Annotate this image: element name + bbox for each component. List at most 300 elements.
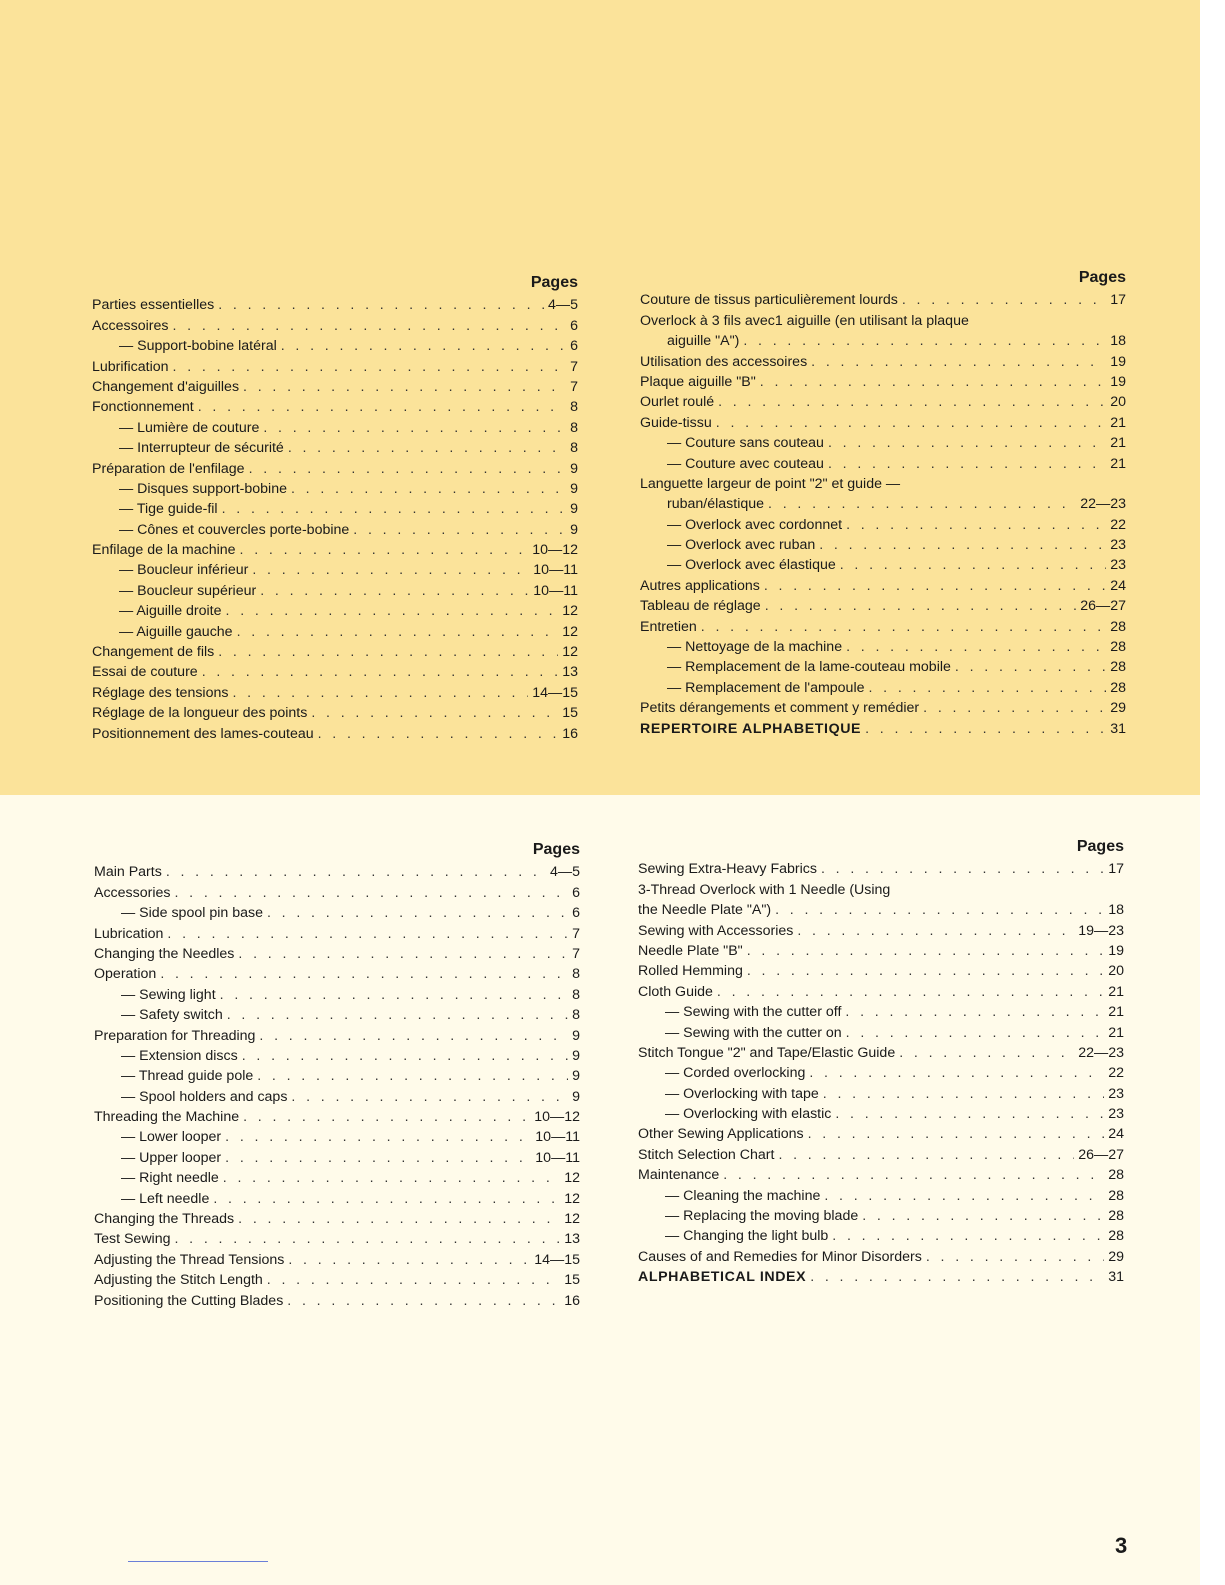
dot-leader: [218, 295, 544, 315]
toc-entry-label: — Overlock avec cordonnet: [667, 516, 843, 533]
toc-entry-label: Cloth Guide: [638, 983, 713, 1000]
toc-entry-label: Stitch Selection Chart: [638, 1146, 775, 1163]
toc-entry-label: Changing the Threads: [94, 1211, 235, 1228]
toc-entry-label: Test Sewing: [94, 1231, 171, 1248]
toc-entry-page: 9: [570, 501, 578, 518]
toc-entry-page: 28: [1110, 639, 1126, 656]
dot-leader: [353, 520, 566, 540]
toc-entry-label: Maintenance: [638, 1167, 720, 1184]
toc-entry: [638, 1043, 1124, 1063]
toc-entry-page: 19: [1110, 353, 1126, 370]
toc-entry-label: — Aiguille droite: [119, 603, 222, 620]
toc-entry: [92, 499, 578, 519]
toc-entry: [92, 356, 578, 376]
toc-entry: [94, 1168, 580, 1188]
toc-entry-label: Adjusting the Stitch Length: [94, 1272, 263, 1289]
toc-entry-page: 20: [1108, 963, 1124, 980]
toc-entry: [92, 703, 578, 723]
toc-entry-page: 17: [1108, 861, 1124, 878]
toc-entry: [94, 903, 580, 923]
dot-leader: [220, 985, 568, 1005]
toc-entry-page: 8: [572, 1007, 580, 1024]
toc-entry-label: Changement d'aiguilles: [92, 378, 240, 395]
toc-entry-page: 24: [1110, 577, 1126, 594]
toc-entry: [92, 662, 578, 682]
dot-leader: [166, 862, 546, 882]
toc-entry: [640, 698, 1126, 718]
toc-entry-page: 29: [1108, 1248, 1124, 1265]
toc-entry: [94, 1005, 580, 1025]
dot-leader: [226, 601, 559, 621]
toc-entry-page: 26—27: [1080, 598, 1126, 615]
dot-leader: [828, 433, 1106, 453]
toc-entry-page: 10—12: [534, 1109, 580, 1126]
toc-entry-label: Enfilage de la machine: [92, 542, 236, 559]
toc-entry: [640, 392, 1126, 412]
toc-entry-label: Parties essentielles: [92, 297, 215, 314]
toc-entry-page: 16: [562, 725, 578, 742]
toc-entry-label: Petits dérangements et comment y remédier: [640, 700, 920, 717]
dot-leader: [819, 535, 1106, 555]
toc-entry-page: 21: [1108, 983, 1124, 1000]
toc-entry: [638, 941, 1124, 961]
dot-leader: [225, 1148, 531, 1168]
toc-entry: [638, 879, 1124, 899]
toc-entry-page: 12: [562, 644, 578, 661]
toc-entry-label: Réglage des tensions: [92, 684, 229, 701]
dot-leader: [167, 924, 568, 944]
toc-entry-label: — Right needle: [121, 1170, 219, 1187]
dot-leader: [808, 1124, 1105, 1144]
toc-entry-page: 28: [1110, 659, 1126, 676]
dot-leader: [846, 1023, 1105, 1043]
toc-entry-page: 6: [570, 338, 578, 355]
toc-entry-page: 9: [570, 460, 578, 477]
toc-entry: [94, 1086, 580, 1106]
toc-entry-page: 15: [564, 1272, 580, 1289]
toc-entry-label: — Remplacement de l'ampoule: [667, 679, 865, 696]
toc-entry: [640, 494, 1126, 514]
toc-entry: [638, 1104, 1124, 1124]
toc-entry: [92, 519, 578, 539]
dot-leader: [835, 1104, 1104, 1124]
toc-entry-label: Lubrification: [92, 358, 169, 375]
pages-header: Pages: [1076, 838, 1124, 855]
toc-entry-page: 4—5: [548, 297, 578, 314]
toc-entry-page: 8: [572, 966, 580, 983]
toc-entry: [92, 540, 578, 560]
toc-entry: [638, 1165, 1124, 1185]
toc-entry-page: 6: [572, 905, 580, 922]
toc-entry-page: 28: [1108, 1167, 1124, 1184]
toc-entry-page: 22: [1108, 1065, 1124, 1082]
dot-leader: [267, 903, 568, 923]
toc-entry-label: aiguille "A"): [667, 333, 740, 350]
toc-entry: [92, 682, 578, 702]
toc-entry: [92, 479, 578, 499]
toc-entry-page: 21: [1108, 1004, 1124, 1021]
toc-entry-label: Tableau de réglage: [640, 598, 761, 615]
toc-entry: [92, 560, 578, 580]
toc-entry-page: 23: [1110, 557, 1126, 574]
toc-entry-page: 12: [562, 623, 578, 640]
toc-entry-page: 21: [1110, 455, 1126, 472]
toc-entry: [94, 964, 580, 984]
toc-entry-label: — Tige guide-fil: [119, 501, 218, 518]
toc-entry: [94, 1249, 580, 1269]
toc-entry-page: 14—15: [534, 1251, 580, 1268]
toc-entry-label: Overlock à 3 fils avec1 aiguille (en utilisant la plaque: [640, 312, 969, 329]
toc-entry-page: 9: [570, 480, 578, 497]
dot-leader: [288, 1250, 530, 1270]
toc-entry: [638, 859, 1124, 879]
toc-entry: [640, 575, 1126, 595]
toc-entry-label: 3-Thread Overlock with 1 Needle (Using: [638, 881, 891, 898]
dot-leader: [288, 438, 566, 458]
toc-entry-label: Positionnement des lames-couteau: [92, 725, 314, 742]
toc-entry: [638, 1022, 1124, 1042]
toc-entry: [638, 1083, 1124, 1103]
toc-entry-label: — Corded overlocking: [665, 1065, 806, 1082]
dot-leader: [263, 418, 566, 438]
toc-entry-label: Plaque aiguille "B": [640, 373, 756, 390]
dot-leader: [259, 1026, 568, 1046]
toc-entry-label: — Sewing with the cutter on: [665, 1024, 842, 1041]
toc-entry-label: — Overlocking with elastic: [665, 1106, 832, 1123]
toc-entry-page: 19—23: [1078, 922, 1124, 939]
toc-entry-page: 31: [1108, 1269, 1124, 1286]
toc-entry-page: 12: [564, 1170, 580, 1187]
toc-entry-page: 8: [570, 419, 578, 436]
toc-entry-label: Entretien: [640, 618, 697, 635]
toc-entry-label: — Sewing light: [121, 986, 216, 1003]
toc-entry-label: — Boucleur inférieur: [119, 562, 249, 579]
toc-entry-label: — Aiguille gauche: [119, 623, 233, 640]
dot-leader: [824, 1186, 1104, 1206]
dot-leader: [810, 1267, 1104, 1287]
toc-entry: [638, 1206, 1124, 1226]
dot-leader: [243, 377, 566, 397]
toc-entry: [92, 417, 578, 437]
dot-leader: [227, 1005, 568, 1025]
dot-leader: [238, 1209, 560, 1229]
toc-french-left: [92, 272, 578, 744]
toc-english-right: [638, 836, 1124, 1287]
toc-entry: [94, 944, 580, 964]
toc-entry-label: — Thread guide pole: [121, 1068, 254, 1085]
toc-entry: [640, 351, 1126, 371]
toc-entry: [640, 616, 1126, 636]
toc-entry: [640, 677, 1126, 697]
toc-entry-page: 7: [572, 945, 580, 962]
toc-entry-label: Needle Plate "B": [638, 942, 743, 959]
toc-entry-label: — Overlock avec ruban: [667, 537, 816, 554]
toc-entry: [94, 862, 580, 882]
toc-entry-label: Threading the Machine: [94, 1109, 240, 1126]
toc-entry: [638, 1124, 1124, 1144]
toc-list: [94, 862, 580, 1311]
toc-entry-label: Préparation de l'enfilage: [92, 460, 245, 477]
toc-entry-page: 21: [1110, 414, 1126, 431]
toc-entry-page: 9: [572, 1068, 580, 1085]
toc-entry: [638, 1185, 1124, 1205]
dot-leader: [778, 1145, 1074, 1165]
toc-entry-label: — Cleaning the machine: [665, 1187, 821, 1204]
toc-entry: [94, 1229, 580, 1249]
toc-entry-label: Positioning the Cutting Blades: [94, 1292, 284, 1309]
dot-leader: [723, 1165, 1104, 1185]
toc-entry-label: — Couture avec couteau: [667, 455, 824, 472]
toc-entry-label: — Overlock avec élastique: [667, 557, 836, 574]
toc-entry-label: Languette largeur de point "2" et guide —: [640, 475, 901, 492]
toc-entry-page: 15: [562, 705, 578, 722]
dot-leader: [775, 900, 1104, 920]
toc-entry-label: Stitch Tongue "2" and Tape/Elastic Guide: [638, 1044, 896, 1061]
dot-leader: [243, 1107, 530, 1127]
dot-leader: [768, 494, 1076, 514]
toc-entry: [640, 290, 1126, 310]
toc-entry: [94, 1107, 580, 1127]
toc-entry-label: ruban/élastique: [667, 496, 765, 513]
toc-entry-page: 28: [1108, 1228, 1124, 1245]
toc-entry: [638, 961, 1124, 981]
toc-entry-label: — Sewing with the cutter off: [665, 1004, 842, 1021]
toc-entry: [638, 981, 1124, 1001]
toc-entry-page: 23: [1108, 1106, 1124, 1123]
toc-entry: [640, 514, 1126, 534]
toc-entry-label: — Upper looper: [121, 1149, 222, 1166]
toc-entry-page: 12: [564, 1211, 580, 1228]
dot-leader: [955, 657, 1106, 677]
toc-entry: [94, 1066, 580, 1086]
toc-entry: [92, 377, 578, 397]
toc-entry: [638, 920, 1124, 940]
toc-entry-label: Fonctionnement: [92, 399, 194, 416]
toc-french-right: [640, 267, 1126, 739]
toc-entry: [92, 601, 578, 621]
toc-entry-label: — Left needle: [121, 1190, 210, 1207]
toc-entry: [94, 1127, 580, 1147]
dot-leader: [923, 698, 1106, 718]
toc-entry-label: — Couture sans couteau: [667, 435, 824, 452]
dot-leader: [899, 1043, 1074, 1063]
toc-entry-page: 21: [1108, 1024, 1124, 1041]
toc-entry: [638, 1226, 1124, 1246]
toc-entry-page: 9: [572, 1027, 580, 1044]
toc-entry-label: — Changing the light bulb: [665, 1228, 829, 1245]
dot-leader: [902, 290, 1106, 310]
dot-leader: [202, 662, 559, 682]
dot-leader: [260, 581, 529, 601]
toc-entry-page: 12: [564, 1190, 580, 1207]
dot-leader: [249, 459, 567, 479]
toc-entry: [94, 984, 580, 1004]
toc-entry-page: 13: [564, 1231, 580, 1248]
dot-leader: [926, 1247, 1104, 1267]
pages-header: Pages: [532, 841, 580, 858]
toc-entry: [92, 315, 578, 335]
toc-entry-label: Couture de tissus particulièrement lourds: [640, 292, 898, 309]
toc-entry-page: 23: [1110, 537, 1126, 554]
toc-entry-page: 7: [572, 925, 580, 942]
toc-entry-page: 23: [1108, 1085, 1124, 1102]
toc-entry-page: 31: [1110, 720, 1126, 737]
toc-entry-page: 10—11: [533, 582, 578, 599]
toc-list: [92, 295, 578, 744]
toc-entry-label: Ourlet roulé: [640, 394, 715, 411]
toc-entry-page: 4—5: [550, 864, 580, 881]
dot-leader: [747, 941, 1105, 961]
dot-leader: [318, 724, 559, 744]
dot-leader: [240, 540, 529, 560]
dot-leader: [291, 1087, 568, 1107]
toc-entry-page: 10—11: [535, 1149, 580, 1166]
toc-entry-page: 20: [1110, 394, 1126, 411]
toc-entry-page: 28: [1108, 1187, 1124, 1204]
dot-leader: [218, 642, 558, 662]
toc-entry: [640, 555, 1126, 575]
dot-leader: [717, 982, 1104, 1002]
toc-entry: [638, 1246, 1124, 1266]
toc-entry: [638, 1267, 1124, 1287]
dot-leader: [223, 1168, 560, 1188]
toc-entry: [94, 1046, 580, 1066]
toc-entry-label: — Extension discs: [121, 1047, 238, 1064]
dot-leader: [865, 719, 1106, 739]
toc-entry-page: 9: [572, 1088, 580, 1105]
toc-entry: [94, 1147, 580, 1167]
toc-entry: [92, 397, 578, 417]
toc-entry-label: Utilisation des accessoires: [640, 353, 808, 370]
toc-entry: [92, 438, 578, 458]
dot-leader: [845, 1002, 1104, 1022]
toc-entry: [640, 637, 1126, 657]
toc-entry-page: 22: [1110, 516, 1126, 533]
toc-entry-label: Rolled Hemming: [638, 963, 743, 980]
toc-entry: [640, 372, 1126, 392]
toc-entry: [638, 1144, 1124, 1164]
toc-entry: [94, 1188, 580, 1208]
dot-leader: [764, 576, 1106, 596]
dot-leader: [862, 1206, 1104, 1226]
dot-leader: [869, 678, 1107, 698]
toc-entry: [94, 923, 580, 943]
toc-entry-label: Changing the Needles: [94, 945, 235, 962]
toc-entry-page: 9: [572, 1047, 580, 1064]
dot-leader: [716, 413, 1106, 433]
toc-entry-label: Accessoires: [92, 317, 169, 334]
toc-entry: [94, 1209, 580, 1229]
toc-list: [638, 859, 1124, 1287]
dot-leader: [840, 555, 1106, 575]
dot-leader: [797, 921, 1074, 941]
toc-entry-page: 10—11: [533, 562, 578, 579]
toc-entry-page: 19: [1110, 373, 1126, 390]
toc-entry-label: — Cônes et couvercles porte-bobine: [119, 521, 350, 538]
toc-entry-page: 21: [1110, 435, 1126, 452]
toc-entry-label: — Nettoyage de la machine: [667, 639, 843, 656]
toc-entry-page: 8: [570, 399, 578, 416]
toc-entry-label: Sewing Extra-Heavy Fabrics: [638, 861, 817, 878]
toc-entry: [640, 433, 1126, 453]
toc-entry-page: 13: [562, 664, 578, 681]
toc-entry-label: — Interrupteur de sécurité: [119, 440, 284, 457]
toc-entry: [94, 1270, 580, 1290]
toc-entry-page: 19: [1108, 942, 1124, 959]
dot-leader: [225, 1127, 531, 1147]
scan-edge-line: [128, 1561, 268, 1562]
toc-entry: [638, 1063, 1124, 1083]
toc-entry-label: — Safety switch: [121, 1007, 223, 1024]
page-edge: [1200, 0, 1225, 1585]
toc-entry-label: — Boucleur supérieur: [119, 582, 257, 599]
toc-english-left: [94, 839, 580, 1311]
toc-entry-label: — Spool holders and caps: [121, 1088, 288, 1105]
dot-leader: [252, 560, 529, 580]
toc-entry-label: — Remplacement de la lame-couteau mobile: [667, 659, 951, 676]
dot-leader: [765, 596, 1077, 616]
dot-leader: [718, 392, 1106, 412]
toc-entry: [92, 642, 578, 662]
toc-entry-label: Adjusting the Thread Tensions: [94, 1251, 285, 1268]
toc-entry: [92, 295, 578, 315]
toc-entry: [640, 412, 1126, 432]
toc-entry: [640, 331, 1126, 351]
toc-entry-label: Lubrication: [94, 925, 164, 942]
toc-entry-page: 24: [1108, 1126, 1124, 1143]
toc-entry: [94, 1025, 580, 1045]
dot-leader: [821, 859, 1104, 879]
dot-leader: [809, 1063, 1104, 1083]
toc-entry: [92, 621, 578, 641]
toc-entry-label: Changement de fils: [92, 644, 215, 661]
toc-entry-label: Essai de couture: [92, 664, 198, 681]
toc-entry-page: 18: [1108, 902, 1124, 919]
toc-entry-label: ALPHABETICAL INDEX: [638, 1269, 807, 1286]
toc-entry: [640, 718, 1126, 738]
dot-leader: [701, 617, 1106, 637]
dot-leader: [257, 1066, 568, 1086]
toc-entry-label: — Lower looper: [121, 1129, 222, 1146]
dot-leader: [832, 1226, 1104, 1246]
dot-leader: [172, 316, 566, 336]
toc-list: [640, 290, 1126, 739]
dot-leader: [846, 637, 1106, 657]
toc-entry-label: Main Parts: [94, 864, 162, 881]
dot-leader: [747, 961, 1104, 981]
page-number: 3: [1115, 1533, 1128, 1558]
toc-entry-page: 18: [1110, 333, 1126, 350]
toc-entry-page: 7: [570, 358, 578, 375]
toc-entry-page: 29: [1110, 700, 1126, 717]
dot-leader: [213, 1189, 560, 1209]
toc-entry-label: Autres applications: [640, 577, 760, 594]
toc-entry-page: 9: [570, 521, 578, 538]
toc-entry: [92, 336, 578, 356]
toc-entry: [92, 723, 578, 743]
toc-entry-label: — Disques support-bobine: [119, 480, 287, 497]
dot-leader: [828, 454, 1106, 474]
dot-leader: [242, 1046, 568, 1066]
dot-leader: [760, 372, 1106, 392]
toc-entry-label: the Needle Plate "A"): [638, 902, 772, 919]
toc-entry-label: Guide-tissu: [640, 414, 712, 431]
toc-entry: [640, 453, 1126, 473]
dot-leader: [846, 515, 1106, 535]
toc-entry-label: Accessories: [94, 884, 171, 901]
toc-entry: [92, 580, 578, 600]
toc-entry: [640, 474, 1126, 494]
